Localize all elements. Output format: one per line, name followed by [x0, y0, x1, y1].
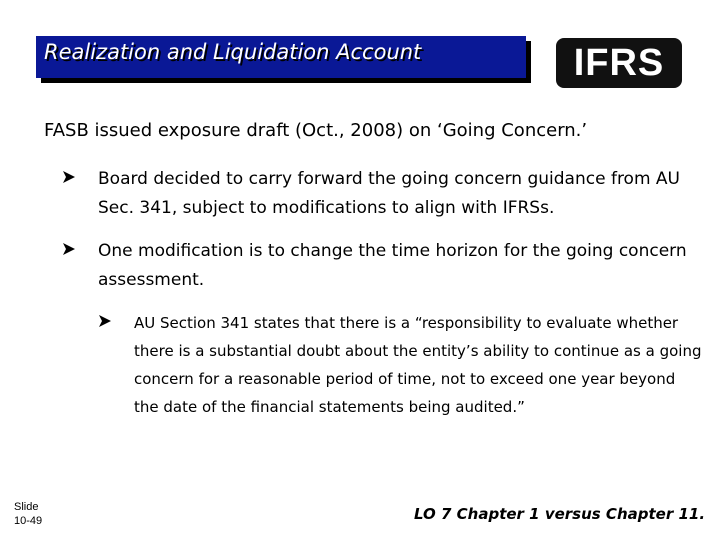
- slide-label: Slide: [14, 501, 39, 513]
- slide-number-block: [14, 500, 42, 528]
- arrow-bullet-icon: [62, 242, 76, 256]
- arrow-bullet-icon: [62, 170, 76, 184]
- bullet-text: One modification is to change the time horizon for the going concern assessment.: [98, 241, 687, 290]
- title-bar: [36, 36, 526, 78]
- slide-number: 10-49: [14, 515, 43, 527]
- slide-title: Realization and Liquidation Account: [44, 40, 422, 64]
- ifrs-logo-text: IFRS: [573, 42, 665, 84]
- chapter-reference: LO 7 Chapter 1 versus Chapter 11.: [414, 505, 706, 523]
- intro-text: FASB issued exposure draft (Oct., 2008) on ‘Going Concern.’: [44, 120, 588, 141]
- arrow-bullet-icon: [98, 314, 112, 328]
- ifrs-logo: [556, 38, 682, 88]
- sub-bullet-text: AU Section 341 states that there is a “responsibility to evaluate whether there is a substantial doubt about the entity’s ability to continue as a going concern for a reasonable period of time, not to exceed one year beyond the date of the financial statements being audited.”: [134, 314, 702, 416]
- bullet-text: Board decided to carry forward the going concern guidance from AU Sec. 341, subject to modifications to align with IFRSs.: [98, 169, 680, 218]
